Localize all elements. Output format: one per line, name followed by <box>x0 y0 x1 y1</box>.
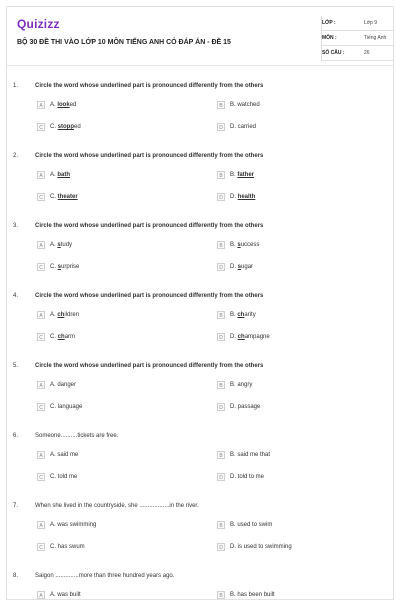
option-letter-box[interactable]: B <box>217 451 225 459</box>
meta-table <box>321 16 394 61</box>
answer-option[interactable] <box>37 193 197 203</box>
option-letter-box[interactable]: A <box>37 241 45 249</box>
answer-option[interactable] <box>217 263 377 273</box>
option-text <box>230 592 275 598</box>
option-text-plain: ed <box>74 124 81 130</box>
question-text: Someone..........tickets are free. <box>35 433 119 439</box>
option-text-plain: uccess <box>240 242 260 248</box>
option-text-plain: B. <box>230 102 238 108</box>
option-letter-box[interactable]: C <box>37 123 45 131</box>
option-text-underlined: health <box>237 194 256 200</box>
option-letter-box[interactable]: D <box>217 263 225 271</box>
option-letter-box[interactable]: A <box>37 591 45 599</box>
option-letter-box[interactable]: B <box>217 311 225 319</box>
option-text-plain: carried <box>237 124 257 130</box>
option-letter-box[interactable]: A <box>37 311 45 319</box>
answer-option[interactable] <box>217 311 377 321</box>
option-text <box>230 264 253 270</box>
option-text-plain: B. angry <box>230 382 253 388</box>
option-text-plain: A. said me <box>50 452 79 458</box>
option-text <box>230 102 260 108</box>
option-text-plain: C. told me <box>50 474 78 480</box>
option-text-underlined: look <box>57 102 70 108</box>
question-text: Circle the word whose underlined part is pronounced differently from the others <box>35 363 264 369</box>
meta-key: MÔN : <box>322 35 337 41</box>
option-text <box>230 194 255 200</box>
answer-option[interactable] <box>217 171 377 181</box>
option-letter-box[interactable]: D <box>217 473 225 481</box>
option-text <box>230 334 270 340</box>
option-letter-box[interactable]: C <box>37 193 45 201</box>
meta-value: 26 <box>364 50 370 56</box>
option-text <box>230 474 264 480</box>
option-text-underlined: ch <box>237 334 245 340</box>
option-text-plain: arm <box>64 334 76 340</box>
option-text-plain: B. <box>230 242 238 248</box>
answer-option[interactable] <box>217 521 377 531</box>
answer-option[interactable] <box>37 543 197 553</box>
option-text <box>50 312 79 318</box>
option-text-underlined: s <box>237 264 242 270</box>
option-text <box>50 522 96 528</box>
answer-option[interactable] <box>37 381 197 391</box>
question-number: 4. <box>13 293 19 299</box>
answer-option[interactable] <box>37 521 197 531</box>
option-letter-box[interactable]: B <box>217 381 225 389</box>
question-number: 6. <box>13 433 19 439</box>
document-title: BỘ 30 ĐỀ THI VÀO LỚP 10 MÔN TIẾNG ANH CÓ ĐÁP ÁN - ĐỀ 15 <box>17 39 231 46</box>
option-letter-box[interactable]: D <box>217 403 225 411</box>
meta-key: LỚP : <box>322 20 336 26</box>
option-letter-box[interactable]: C <box>37 403 45 411</box>
option-text-plain: B. has been built <box>230 592 275 598</box>
answer-option[interactable] <box>217 333 377 343</box>
option-text-underlined: s <box>57 242 61 248</box>
option-text <box>230 382 252 388</box>
option-letter-box[interactable]: B <box>217 101 225 109</box>
option-text-plain: C. language <box>50 404 83 410</box>
option-text-plain: A. <box>50 102 58 108</box>
option-text-plain: D. <box>230 194 238 200</box>
option-text <box>230 522 272 528</box>
option-text-plain: C. <box>50 194 58 200</box>
option-text-underlined: stopp <box>57 124 75 130</box>
meta-value: Lớp 9 <box>364 20 378 26</box>
option-text-underlined: father <box>237 172 255 178</box>
option-text-underlined: ch <box>237 312 245 318</box>
option-letter-box[interactable]: A <box>37 381 45 389</box>
option-letter-box[interactable]: B <box>217 171 225 179</box>
option-text <box>230 242 259 248</box>
worksheet-page <box>6 6 394 600</box>
option-text-plain: D. <box>230 264 238 270</box>
option-text <box>50 124 81 130</box>
option-text-plain: A. was swimming <box>50 522 97 528</box>
option-text <box>50 102 76 108</box>
option-text-plain: D. passage <box>230 404 261 410</box>
option-letter-box[interactable]: A <box>37 451 45 459</box>
answer-option[interactable] <box>217 473 377 483</box>
header-divider <box>7 65 393 66</box>
option-text-plain: C. has swum <box>50 544 85 550</box>
meta-row-class <box>322 16 394 31</box>
question-text: Circle the word whose underlined part is pronounced differently from the others <box>35 223 264 229</box>
option-text <box>230 124 256 130</box>
option-text <box>50 242 72 248</box>
option-text <box>50 544 85 550</box>
option-text <box>50 172 70 178</box>
option-text <box>50 264 79 270</box>
option-letter-box[interactable]: C <box>37 263 45 271</box>
option-letter-box[interactable]: A <box>37 101 45 109</box>
option-letter-box[interactable]: A <box>37 171 45 179</box>
option-text-plain: D. told to me <box>230 474 265 480</box>
option-text <box>230 544 292 550</box>
option-text-plain: arity <box>244 312 256 318</box>
question-number: 3. <box>13 223 19 229</box>
option-letter-box[interactable]: D <box>217 193 225 201</box>
question-number: 1. <box>13 83 19 89</box>
option-text-underlined: s <box>237 242 241 248</box>
meta-value: Tiếng Anh <box>364 35 387 41</box>
option-text-plain: A. was built <box>50 592 81 598</box>
option-text-underlined: ch <box>57 312 65 318</box>
option-text-underlined: bath <box>57 172 71 178</box>
option-letter-box[interactable]: A <box>37 521 45 529</box>
answer-option[interactable] <box>37 311 197 321</box>
option-text-plain: B. said me that <box>230 452 271 458</box>
option-letter-box[interactable]: D <box>217 333 225 341</box>
question-text: Saigon ..............more than three hundred years ago. <box>35 573 175 579</box>
option-text-plain: D. is used to swimming <box>230 544 292 550</box>
option-text-plain: A. <box>50 172 58 178</box>
option-text-plain: ampagne <box>244 334 270 340</box>
meta-row-subject <box>322 31 394 46</box>
meta-key: SỐ CÂU : <box>322 50 345 56</box>
option-text-plain: watched <box>237 102 260 108</box>
answer-option[interactable] <box>37 171 197 181</box>
option-text <box>50 194 78 200</box>
question-text: Circle the word whose underlined part is pronounced differently from the others <box>35 293 264 299</box>
option-text-plain: C. <box>50 264 58 270</box>
question-number: 8. <box>13 573 19 579</box>
answer-option[interactable] <box>217 403 377 413</box>
answer-option[interactable] <box>217 451 377 461</box>
question-text: Circle the word whose underlined part is pronounced differently from the others <box>35 153 264 159</box>
answer-option[interactable] <box>217 543 377 553</box>
option-letter-box[interactable]: D <box>217 123 225 131</box>
option-text <box>50 452 78 458</box>
option-letter-box[interactable]: C <box>37 473 45 481</box>
answer-option[interactable] <box>217 123 377 133</box>
option-text-underlined: ch <box>57 334 65 340</box>
answer-option[interactable] <box>217 381 377 391</box>
question-number: 2. <box>13 153 19 159</box>
option-letter-box[interactable]: C <box>37 543 45 551</box>
option-text <box>230 452 270 458</box>
option-text <box>50 474 77 480</box>
option-text-plain: B. <box>230 172 238 178</box>
option-text-plain: B. <box>230 312 238 318</box>
option-text-plain: ildren <box>64 312 80 318</box>
option-text <box>50 404 82 410</box>
option-letter-box[interactable]: B <box>217 591 225 599</box>
option-text-underlined: theater <box>57 194 78 200</box>
option-text-plain: A. danger <box>50 382 77 388</box>
option-text-underlined: s <box>57 264 62 270</box>
option-text-plain: tudy <box>60 242 73 248</box>
answer-option[interactable] <box>217 193 377 203</box>
question-number: 7. <box>13 503 19 509</box>
option-letter-box[interactable]: D <box>217 543 225 551</box>
option-text <box>230 172 254 178</box>
answer-option[interactable] <box>37 403 197 413</box>
answer-option[interactable] <box>37 101 197 111</box>
question-text: When she lived in the countryside, she ..................in the river. <box>35 503 199 509</box>
answer-option[interactable] <box>37 241 197 251</box>
option-text-plain: A. <box>50 312 58 318</box>
question-text: Circle the word whose underlined part is pronounced differently from the others <box>35 83 264 89</box>
option-text <box>50 592 81 598</box>
option-text-plain: ed <box>69 102 77 108</box>
option-text-plain: ugar <box>241 264 254 270</box>
option-text <box>230 312 256 318</box>
option-text-plain: B. used to swim <box>230 522 273 528</box>
option-text <box>50 382 76 388</box>
question-number: 5. <box>13 363 19 369</box>
option-text-plain: A. <box>50 242 58 248</box>
option-text-plain: urprise <box>61 264 80 270</box>
option-text-plain: C. <box>50 334 58 340</box>
option-letter-box[interactable]: C <box>37 333 45 341</box>
option-letter-box[interactable]: B <box>217 521 225 529</box>
meta-row-count <box>322 46 394 61</box>
option-text-plain: D. <box>230 124 238 130</box>
answer-option[interactable] <box>217 241 377 251</box>
option-text-plain: D. <box>230 334 238 340</box>
answer-option[interactable] <box>37 333 197 343</box>
option-letter-box[interactable]: B <box>217 241 225 249</box>
answer-option[interactable] <box>37 473 197 483</box>
answer-option[interactable] <box>37 263 197 273</box>
option-text-plain: C. <box>50 124 58 130</box>
option-text <box>50 334 75 340</box>
answer-option[interactable] <box>217 101 377 111</box>
option-text <box>230 404 260 410</box>
answer-option[interactable] <box>37 451 197 461</box>
answer-option[interactable] <box>37 123 197 133</box>
quizizz-logo: Quizizz <box>17 17 60 31</box>
